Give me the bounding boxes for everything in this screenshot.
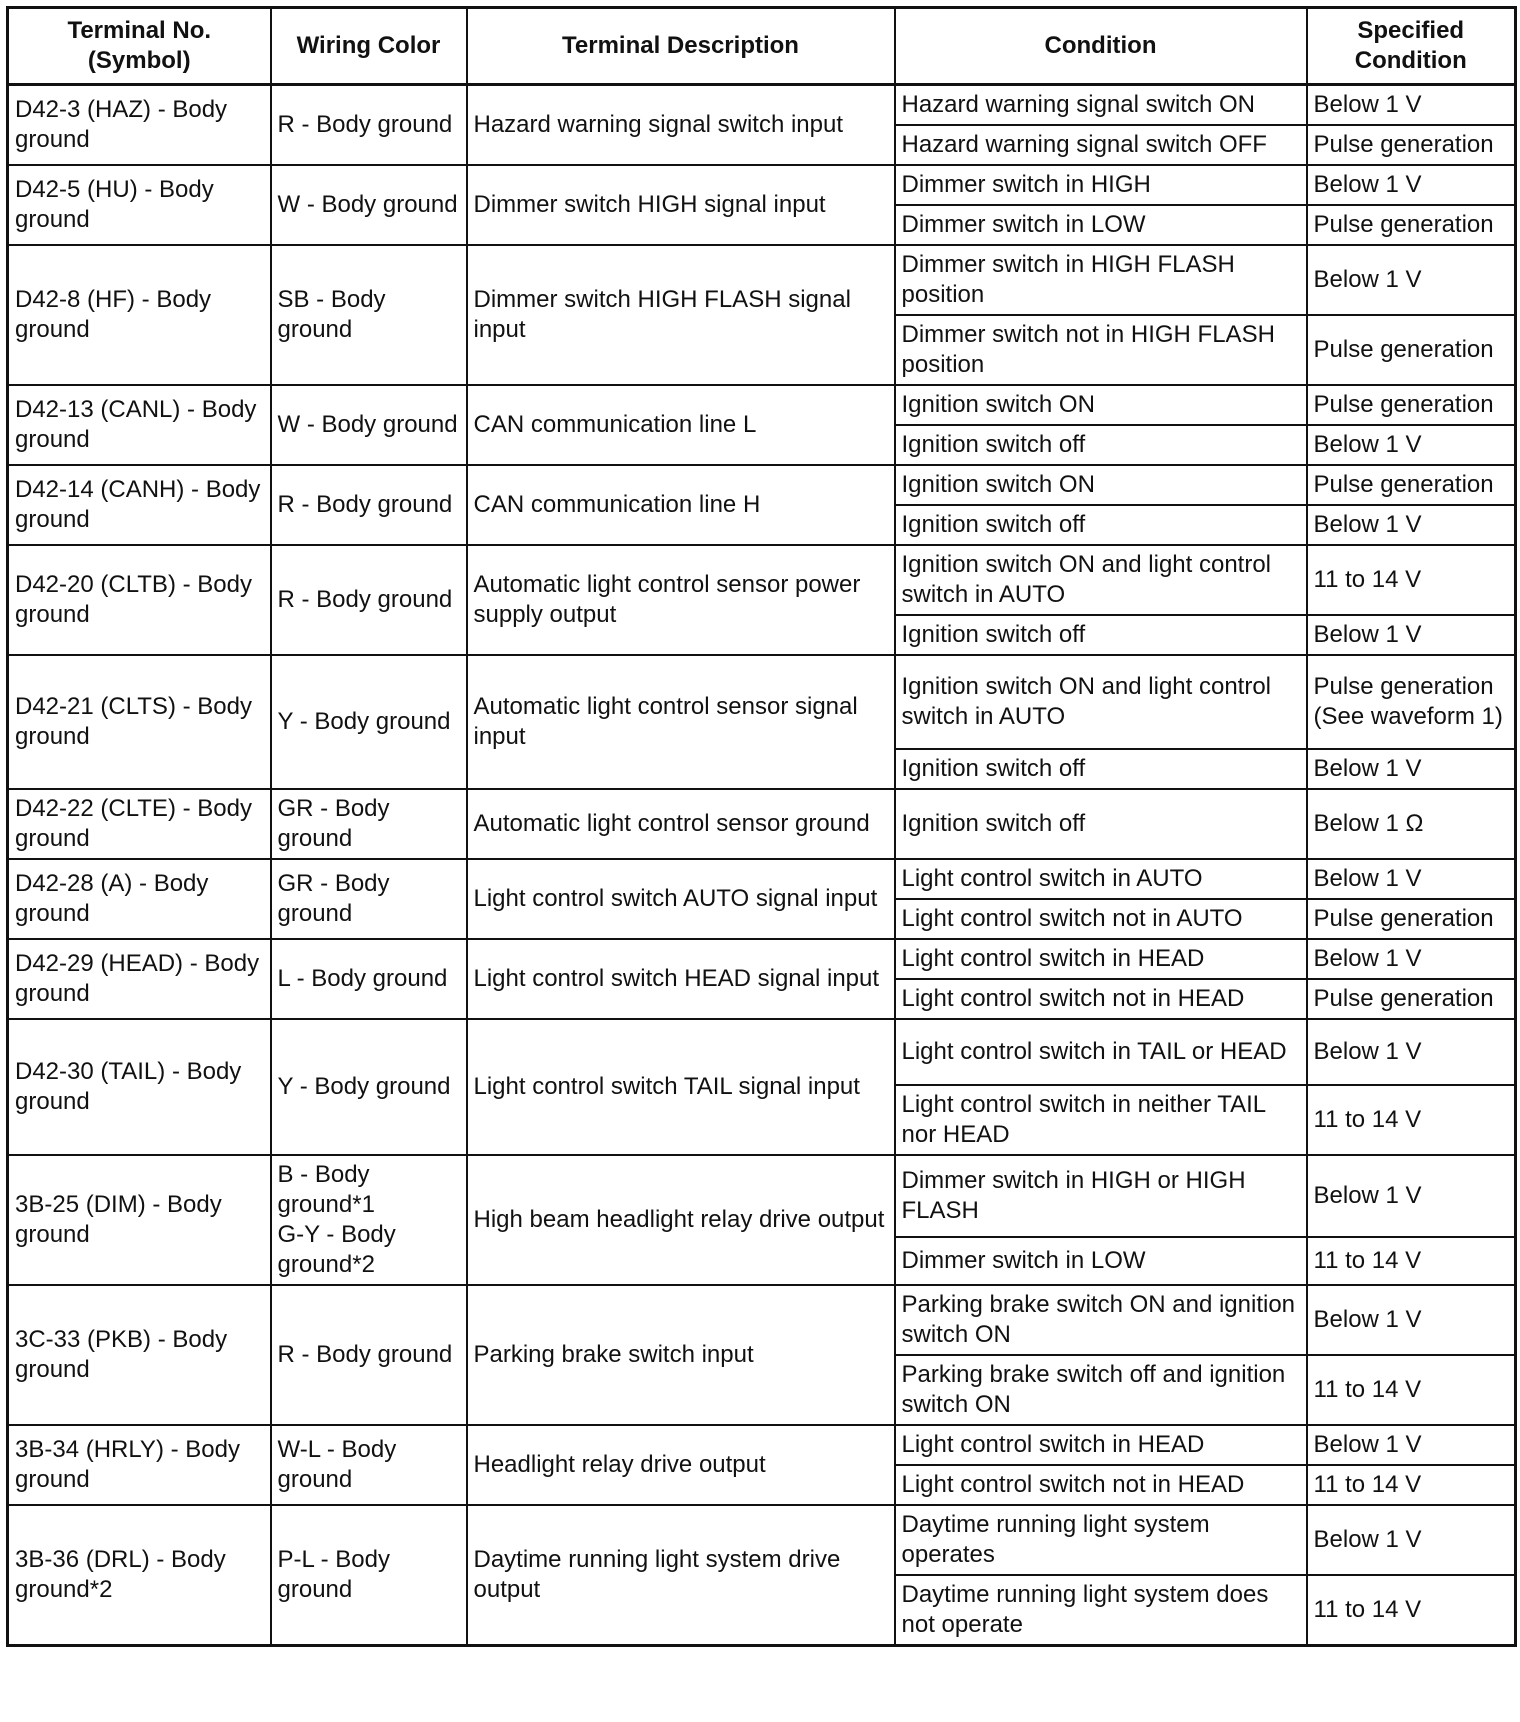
- terminal-cell: D42-20 (CLTB) - Body ground: [8, 545, 271, 655]
- table-row: [8, 1155, 1516, 1237]
- header-description: Terminal Description: [467, 8, 895, 85]
- specified-condition-cell: Below 1 V: [1307, 1285, 1516, 1355]
- wiring-color-text: W - Body ground: [277, 191, 458, 218]
- specified-condition-cell: Below 1 V: [1307, 939, 1516, 979]
- header-specified-line1: Specified: [1357, 17, 1465, 44]
- header-row: [8, 8, 1516, 85]
- wiring-cell: [271, 655, 467, 789]
- table-row: [8, 545, 1516, 615]
- specified-condition-cell: 11 to 14 V: [1307, 1575, 1516, 1646]
- header-specified-line2: Condition: [1354, 47, 1467, 74]
- header-wiring: Wiring Color: [271, 8, 467, 85]
- table-row: [8, 1505, 1516, 1575]
- condition-cell: Ignition switch off: [895, 749, 1307, 789]
- terminal-cell: 3B-36 (DRL) - Body ground*2: [8, 1505, 271, 1646]
- wiring-color-text: R - Body ground: [277, 491, 453, 518]
- wiring-color-text: L - Body ground: [277, 965, 448, 992]
- wiring-color-text: GR - Body ground: [277, 795, 390, 852]
- terminal-cell: D42-3 (HAZ) - Body ground: [8, 85, 271, 166]
- condition-cell: Dimmer switch in HIGH: [895, 165, 1307, 205]
- header-terminal-line2: (Symbol): [87, 47, 191, 74]
- wiring-cell: [271, 245, 467, 385]
- specified-condition-cell: Pulse generation: [1307, 465, 1516, 505]
- condition-cell: Ignition switch off: [895, 505, 1307, 545]
- specified-condition-cell: 11 to 14 V: [1307, 545, 1516, 615]
- terminal-cell: D42-13 (CANL) - Body ground: [8, 385, 271, 465]
- specified-condition-cell: Below 1 V: [1307, 1425, 1516, 1465]
- wiring-color-text: Y - Body ground: [277, 1073, 451, 1100]
- condition-cell: Dimmer switch in HIGH FLASH position: [895, 245, 1307, 315]
- wiring-cell: [271, 789, 467, 859]
- description-cell: Light control switch TAIL signal input: [467, 1019, 895, 1155]
- table-row: [8, 859, 1516, 899]
- specified-condition-cell: Pulse generation: [1307, 979, 1516, 1019]
- specified-condition-cell: 11 to 14 V: [1307, 1085, 1516, 1155]
- wiring-color-text: W - Body ground: [277, 411, 458, 438]
- header-condition: Condition: [895, 8, 1307, 85]
- condition-cell: Ignition switch ON and light control switch in AUTO: [895, 655, 1307, 749]
- table-row: [8, 385, 1516, 425]
- table-row: [8, 1019, 1516, 1085]
- terminal-cell: 3C-33 (PKB) - Body ground: [8, 1285, 271, 1425]
- specified-condition-cell: Below 1 V: [1307, 1019, 1516, 1085]
- specified-condition-cell: 11 to 14 V: [1307, 1355, 1516, 1425]
- wiring-color-text: Y - Body ground: [277, 708, 451, 735]
- description-cell: High beam headlight relay drive output: [467, 1155, 895, 1285]
- condition-cell: Dimmer switch in LOW: [895, 205, 1307, 245]
- terminal-cell: 3B-34 (HRLY) - Body ground: [8, 1425, 271, 1505]
- table-row: [8, 165, 1516, 205]
- wiring-cell: [271, 1505, 467, 1646]
- condition-cell: Dimmer switch not in HIGH FLASH position: [895, 315, 1307, 385]
- condition-cell: Ignition switch ON: [895, 385, 1307, 425]
- condition-cell: Daytime running light system operates: [895, 1505, 1307, 1575]
- wiring-cell: [271, 545, 467, 655]
- condition-cell: Ignition switch ON: [895, 465, 1307, 505]
- condition-cell: Light control switch not in HEAD: [895, 979, 1307, 1019]
- terminal-cell: D42-21 (CLTS) - Body ground: [8, 655, 271, 789]
- terminal-cell: D42-29 (HEAD) - Body ground: [8, 939, 271, 1019]
- header-terminal-line1: Terminal No.: [67, 17, 212, 44]
- wiring-color-text: W-L - Body ground: [277, 1436, 397, 1493]
- wiring-color-text: B - Body ground*1: [277, 1161, 375, 1218]
- condition-cell: Parking brake switch off and ignition switch ON: [895, 1355, 1307, 1425]
- condition-cell: Daytime running light system does not operate: [895, 1575, 1307, 1646]
- wiring-cell: [271, 1425, 467, 1505]
- terminal-cell: D42-14 (CANH) - Body ground: [8, 465, 271, 545]
- spec-table-container: [6, 6, 1514, 1647]
- specified-condition-cell: Below 1 V: [1307, 749, 1516, 789]
- condition-cell: Dimmer switch in HIGH or HIGH FLASH: [895, 1155, 1307, 1237]
- table-row: [8, 1425, 1516, 1465]
- condition-cell: Ignition switch ON and light control switch in AUTO: [895, 545, 1307, 615]
- condition-cell: Ignition switch off: [895, 615, 1307, 655]
- condition-cell: Light control switch in HEAD: [895, 939, 1307, 979]
- specified-condition-cell: 11 to 14 V: [1307, 1465, 1516, 1505]
- wiring-color-text: GR - Body ground: [277, 870, 390, 927]
- table-body: [8, 85, 1516, 1646]
- condition-cell: Light control switch in neither TAIL nor HEAD: [895, 1085, 1307, 1155]
- specified-condition-cell: Pulse generation: [1307, 205, 1516, 245]
- wiring-color-text: R - Body ground: [277, 111, 453, 138]
- terminal-cell: D42-5 (HU) - Body ground: [8, 165, 271, 245]
- terminal-cell: 3B-25 (DIM) - Body ground: [8, 1155, 271, 1285]
- wiring-cell: [271, 165, 467, 245]
- table-header: [8, 8, 1516, 85]
- specified-condition-cell: Below 1 V: [1307, 615, 1516, 655]
- wiring-cell: [271, 465, 467, 545]
- header-terminal: [8, 8, 271, 85]
- condition-cell: Light control switch not in HEAD: [895, 1465, 1307, 1505]
- terminal-spec-table: [6, 6, 1517, 1647]
- table-row: [8, 789, 1516, 859]
- wiring-cell: [271, 1285, 467, 1425]
- condition-cell: Dimmer switch in LOW: [895, 1237, 1307, 1285]
- specified-condition-cell: Below 1 V: [1307, 165, 1516, 205]
- table-row: [8, 939, 1516, 979]
- condition-cell: Hazard warning signal switch OFF: [895, 125, 1307, 165]
- terminal-cell: D42-30 (TAIL) - Body ground: [8, 1019, 271, 1155]
- condition-cell: Ignition switch off: [895, 425, 1307, 465]
- header-specified: [1307, 8, 1516, 85]
- condition-cell: Light control switch in AUTO: [895, 859, 1307, 899]
- specified-condition-cell: Below 1 V: [1307, 245, 1516, 315]
- description-cell: Light control switch HEAD signal input: [467, 939, 895, 1019]
- wiring-color-text: R - Body ground: [277, 586, 453, 613]
- description-cell: CAN communication line H: [467, 465, 895, 545]
- specified-condition-cell: Below 1 V: [1307, 425, 1516, 465]
- description-cell: Automatic light control sensor ground: [467, 789, 895, 859]
- table-row: [8, 465, 1516, 505]
- wiring-cell: [271, 85, 467, 166]
- specified-condition-cell: 11 to 14 V: [1307, 1237, 1516, 1285]
- condition-cell: Light control switch not in AUTO: [895, 899, 1307, 939]
- description-cell: Daytime running light system drive output: [467, 1505, 895, 1646]
- specified-condition-cell: Below 1 V: [1307, 859, 1516, 899]
- condition-cell: Hazard warning signal switch ON: [895, 85, 1307, 126]
- wiring-color-text: R - Body ground: [277, 1341, 453, 1368]
- description-cell: Dimmer switch HIGH FLASH signal input: [467, 245, 895, 385]
- condition-cell: Light control switch in TAIL or HEAD: [895, 1019, 1307, 1085]
- wiring-color-text: G-Y - Body ground*2: [277, 1221, 396, 1278]
- wiring-color-text: P-L - Body ground: [277, 1546, 390, 1603]
- wiring-cell: [271, 859, 467, 939]
- wiring-cell: [271, 1019, 467, 1155]
- terminal-cell: D42-22 (CLTE) - Body ground: [8, 789, 271, 859]
- condition-cell: Ignition switch off: [895, 789, 1307, 859]
- description-cell: Automatic light control sensor signal input: [467, 655, 895, 789]
- terminal-cell: D42-28 (A) - Body ground: [8, 859, 271, 939]
- wiring-cell: [271, 385, 467, 465]
- description-cell: CAN communication line L: [467, 385, 895, 465]
- condition-cell: Light control switch in HEAD: [895, 1425, 1307, 1465]
- wiring-cell: [271, 939, 467, 1019]
- table-row: [8, 1285, 1516, 1355]
- condition-cell: Parking brake switch ON and ignition switch ON: [895, 1285, 1307, 1355]
- table-row: [8, 245, 1516, 315]
- table-row: [8, 655, 1516, 749]
- specified-condition-cell: Pulse generation: [1307, 899, 1516, 939]
- specified-condition-cell: Pulse generation: [1307, 385, 1516, 425]
- specified-condition-cell: Pulse generation (See waveform 1): [1307, 655, 1516, 749]
- description-cell: Parking brake switch input: [467, 1285, 895, 1425]
- specified-condition-cell: Below 1 V: [1307, 85, 1516, 126]
- specified-condition-cell: Pulse generation: [1307, 315, 1516, 385]
- description-cell: Hazard warning signal switch input: [467, 85, 895, 166]
- wiring-color-text: SB - Body ground: [277, 286, 386, 343]
- specified-condition-cell: Below 1 Ω: [1307, 789, 1516, 859]
- specified-condition-cell: Below 1 V: [1307, 505, 1516, 545]
- description-cell: Headlight relay drive output: [467, 1425, 895, 1505]
- wiring-cell: [271, 1155, 467, 1285]
- specified-condition-cell: Below 1 V: [1307, 1155, 1516, 1237]
- table-row: [8, 85, 1516, 126]
- description-cell: Automatic light control sensor power supply output: [467, 545, 895, 655]
- terminal-cell: D42-8 (HF) - Body ground: [8, 245, 271, 385]
- description-cell: Dimmer switch HIGH signal input: [467, 165, 895, 245]
- specified-condition-cell: Below 1 V: [1307, 1505, 1516, 1575]
- description-cell: Light control switch AUTO signal input: [467, 859, 895, 939]
- specified-condition-cell: Pulse generation: [1307, 125, 1516, 165]
